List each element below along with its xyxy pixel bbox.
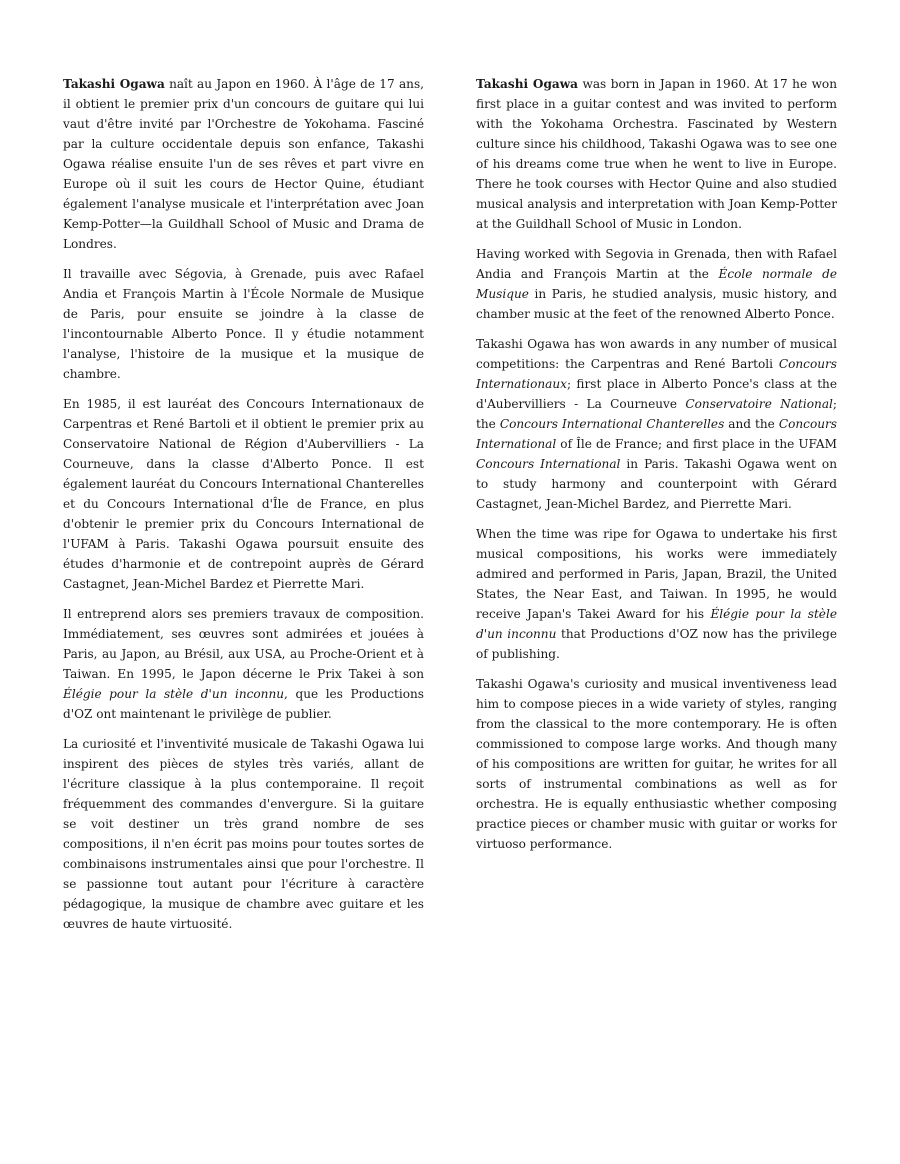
en-paragraph-3-text-6: in Paris. Takashi Ogawa went on to study harmony and counterpoint with Gérard Castagnet, Jean-Michel Bardez, and Pierrette Mari.: [476, 457, 837, 511]
fr-work-title: Élégie pour la stèle d'un inconnu: [63, 687, 285, 701]
en-work-title: Élégie pour la stèle d'un inconnu: [476, 607, 837, 641]
en-paragraph-1: [476, 74, 837, 234]
en-paragraph-4: [476, 524, 837, 664]
french-biography-column: [63, 74, 424, 944]
en-paragraph-3-text-1: Takashi Ogawa has won awards in any number of musical competitions: the Carpentras and René Bartoli: [476, 337, 837, 371]
en-paragraph-4-text-b: that Productions d'OZ now has the privilege of publishing.: [476, 627, 837, 661]
en-paragraph-2-text-a: Having worked with Segovia in Grenada, then with Rafael Andia and François Martin at the: [476, 247, 837, 281]
en-paragraph-5: Takashi Ogawa's curiosity and musical inventiveness lead him to compose pieces in a wide variety of styles, ranging from the classical to the more contemporary. He is often commissioned to compose large works. And though many of his compositions are written for guitar, he writes for all sorts of instrumental combinations as well as for orchestra. He is equally enthusiastic whether composing practice pieces or chamber music with guitar or works for virtuoso performance.: [476, 677, 837, 851]
fr-paragraph-4: [63, 604, 424, 724]
fr-paragraph-4-text-a: Il entreprend alors ses premiers travaux de composition. Immédiatement, ses œuvres sont admirées et jouées à Paris, au Japon, au Brésil, aux USA, au Proche-Orient et à Taiwan. En 1995, le Japon décerne le Prix Takei à son: [63, 607, 424, 681]
en-paragraph-3-text-3: ; the: [476, 397, 837, 431]
english-biography-column: [476, 74, 837, 864]
fr-paragraph-3: En 1985, il est lauréat des Concours Internationaux de Carpentras et René Bartoli et il obtient le premier prix au Conservatoire National de Région d'Aubervilliers - La Courneuve, dans la classe d'Alberto Ponce. Il est également lauréat du Concours International Chanterelles et du Concours International d'Île de France, en plus d'obtenir le premier prix du Concours International de l'UFAM à Paris. Takashi Ogawa poursuit ensuite des études d'harmonie et de contrepoint auprès de Gérard Castagnet, Jean-Michel Bardez et Pierrette Mari.: [63, 397, 424, 591]
fr-paragraph-1-text: naît au Japon en 1960. À l'âge de 17 ans, il obtient le premier prix d'un concours de guitare qui lui vaut d'être invité par l'Orchestre de Yokohama. Fasciné par la culture occidentale depuis son enfance, Takashi Ogawa réalise ensuite l'un de ses rêves et part vivre en Europe où il suit les cours de Hector Quine, étudiant également l'analyse musicale et l'interprétation avec Joan Kemp-Potter—la Guildhall School of Music and Drama de Londres.: [63, 77, 424, 251]
en-composer-name: Takashi Ogawa: [476, 77, 579, 91]
en-competition-3: Concours International: [476, 417, 837, 451]
en-paragraph-2-text-b: in Paris, he studied analysis, music history, and chamber music at the feet of the renowned Alberto Ponce.: [476, 287, 837, 321]
en-conservatoire: Conservatoire National: [685, 397, 833, 411]
en-competition-2: Concours International Chanterelles: [499, 417, 725, 431]
fr-paragraph-5: La curiosité et l'inventivité musicale de Takashi Ogawa lui inspirent des pièces de styles très variés, allant de l'écriture classique à la plus contemporaine. Il reçoit fréquemment des commandes d'envergure. Si la guitare se voit destiner un très grand nombre de ses compositions, il n'en écrit pas moins pour toutes sortes de combinaisons instrumentales ainsi que pour l'orchestre. Il se passionne tout autant pour l'écriture à caractère pédagogique, la musique de chambre avec guitare et les œuvres de haute virtuosité.: [63, 737, 424, 931]
en-paragraph-2: [476, 244, 837, 324]
fr-paragraph-1: [63, 74, 424, 254]
en-school-name: École normale de Musique: [476, 267, 837, 301]
en-paragraph-3: [476, 334, 837, 514]
en-paragraph-4-text-a: When the time was ripe for Ogawa to undertake his first musical compositions, his works were immediately admired and performed in Paris, Japan, Brazil, the United States, the Near East, and Taiwan. In 1995, he would receive Japan's Takei Award for his: [476, 527, 837, 621]
en-paragraph-1-text: was born in Japan in 1960. At 17 he won first place in a guitar contest and was invited to perform with the Yokohama Orchestra. Fascinated by Western culture since his childhood, Takashi Ogawa was to see one of his dreams come true when he went to live in Europe. There he took courses with Hector Quine and also studied musical analysis and interpretation with Joan Kemp-Potter at the Guildhall School of Music in London.: [476, 77, 837, 231]
fr-composer-name: Takashi Ogawa: [63, 77, 165, 91]
fr-paragraph-2: Il travaille avec Ségovia, à Grenade, puis avec Rafael Andia et François Martin à l'École Normale de Musique de Paris, pour ensuite se joindre à la classe de l'incontournable Alberto Ponce. Il y étudie notamment l'analyse, l'histoire de la musique et la musique de chambre.: [63, 267, 424, 381]
en-competition-1: Concours Internationaux: [476, 357, 837, 391]
en-paragraph-3-text-5: of Île de France; and first place in the UFAM: [556, 437, 837, 451]
fr-paragraph-4-text-b: , que les Productions d'OZ ont maintenant le privilège de publier.: [63, 687, 424, 721]
en-paragraph-3-text-2: ; first place in Alberto Ponce's class at the d'Aubervilliers - La Courneuve: [476, 377, 837, 411]
en-competition-4: Concours International: [476, 457, 621, 471]
en-paragraph-3-text-4: and the: [724, 417, 779, 431]
